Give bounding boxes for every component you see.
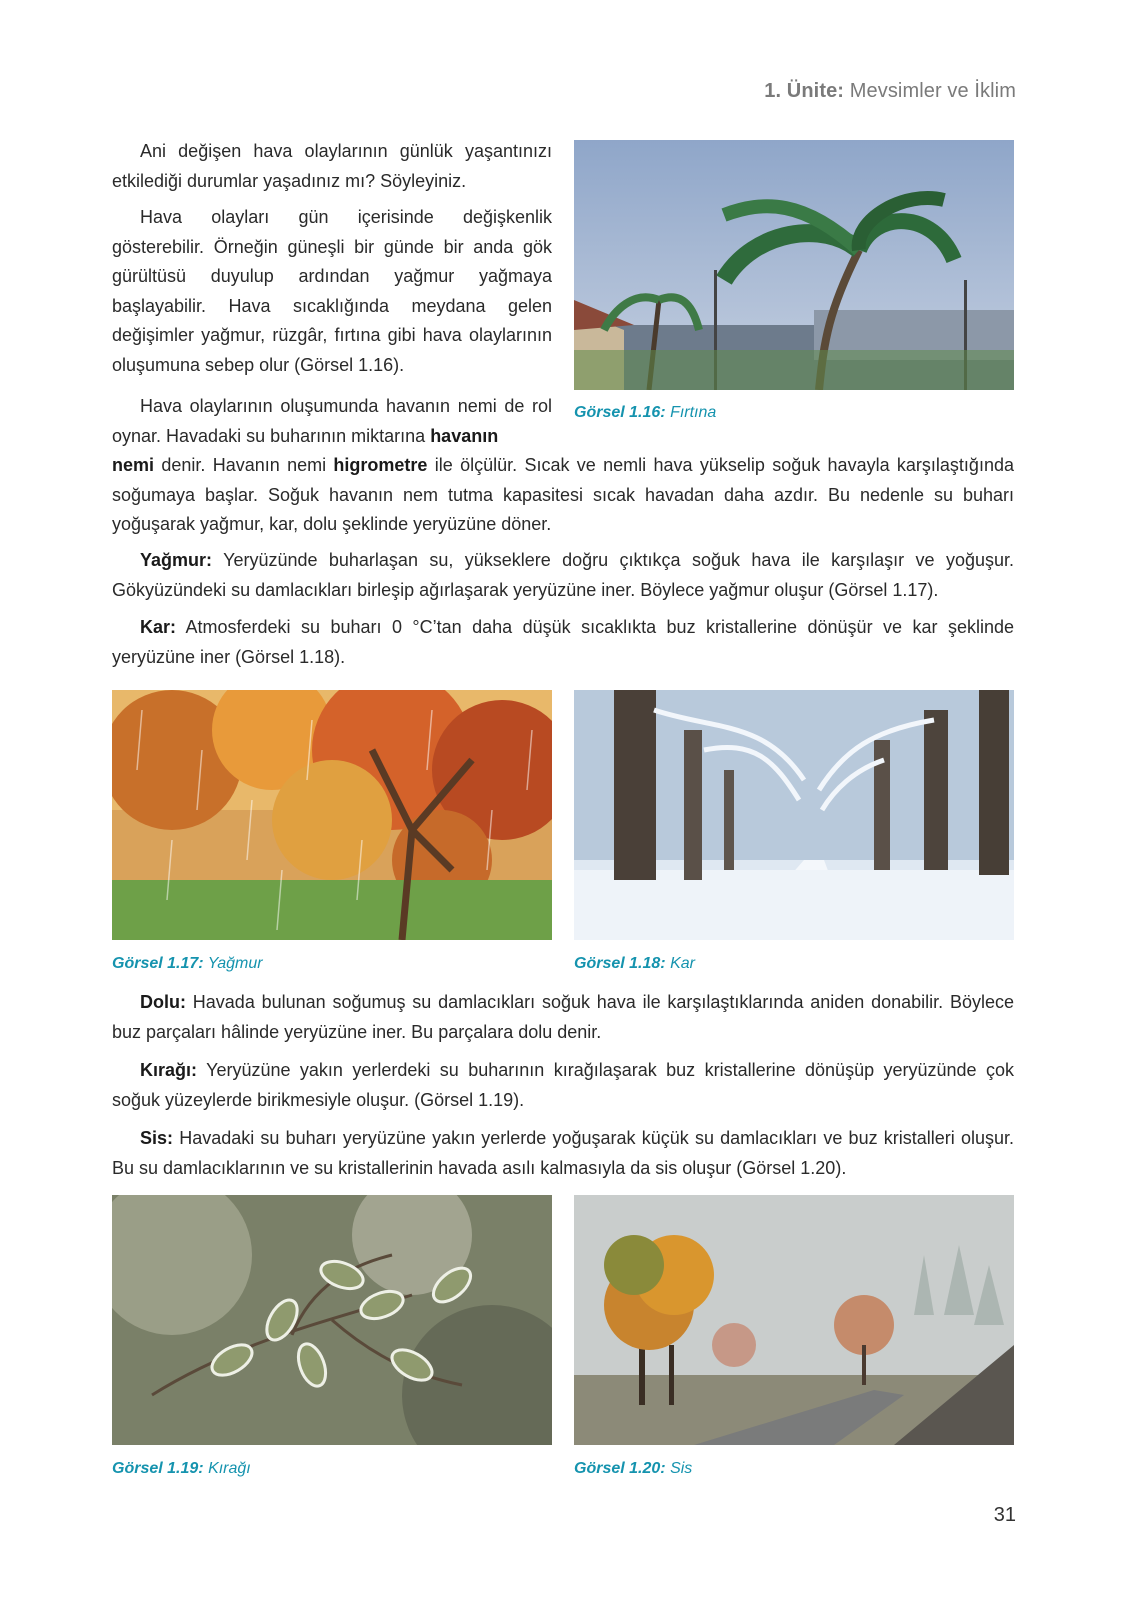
caption-snow-number: Görsel 1.18: (574, 955, 666, 972)
humidity-text-a: Hava olaylarının oluşumunda havanın nemi de rol oynar. Havadaki su buharının miktarına (112, 396, 552, 446)
humidity-term-part2: nemi (112, 455, 155, 475)
humidity-term-part1: havanın (430, 425, 499, 446)
caption-fog-label: Sis (670, 1460, 693, 1477)
paragraph-humidity-start (112, 392, 552, 451)
caption-frost-label: Kırağı (208, 1460, 251, 1477)
caption-storm (574, 404, 716, 422)
caption-rain-number: Görsel 1.17: (112, 955, 204, 972)
storm-photo (574, 140, 1014, 390)
rain-term: Yağmur: (140, 550, 213, 570)
paragraph-frost (112, 1056, 1014, 1115)
caption-snow-label: Kar (670, 955, 695, 972)
fog-term: Sis: (140, 1128, 174, 1148)
unit-number: 1. Ünite: (764, 80, 845, 102)
caption-frost (112, 1460, 251, 1478)
paragraph-humidity-cont (112, 451, 1014, 540)
hail-text: Havada bulunan soğumuş su damlacıkları soğuk hava ile karşılaştıklarında aniden donabilir. Böylece buz parçaları hâlinde yeryüzüne iner. Bu parçalara dolu denir. (112, 992, 1014, 1042)
unit-header (764, 80, 1016, 103)
caption-rain (112, 955, 263, 973)
page-number: 31 (993, 1504, 1016, 1526)
paragraph-hail (112, 988, 1014, 1047)
fog-photo (574, 1195, 1014, 1445)
caption-storm-number: Görsel 1.16: (574, 404, 666, 421)
caption-snow (574, 955, 695, 973)
humidity-text-f: ile ölçülür. Sıcak ve nemli hava yükselip soğuk havayla karşılaştığında soğumaya başlar. Soğuk havanın nem tutma kapasitesi sıcak havadan daha azdır. Bu nedenle su buharı yoğuşarak yağmur, kar, dolu şeklinde yeryüzüne döner. (112, 455, 1014, 534)
caption-fog (574, 1460, 692, 1478)
caption-frost-number: Görsel 1.19: (112, 1460, 204, 1477)
rain-photo (112, 690, 552, 940)
paragraph-intro-question: Ani değişen hava olaylarının günlük yaşantınızı etkilediği durumlar yaşadınız mı? Söyleyiniz. (112, 141, 552, 191)
humidity-text-d: denir. Havanın nemi (161, 455, 327, 475)
rain-text: Yeryüzünde buharlaşan su, yükseklere doğru çıktıkça soğuk hava ile karşılaşır ve yoğuşur. Gökyüzündeki su damlacıkları birleşip ağırlaşarak yeryüzüne iner. Böylece yağmur oluşur (Görsel 1.17). (112, 550, 1014, 600)
caption-storm-label: Fırtına (670, 404, 717, 421)
caption-rain-label: Yağmur (207, 955, 263, 972)
snow-term: Kar: (140, 617, 177, 637)
frost-text: Yeryüzüne yakın yerlerdeki su buharının kırağılaşarak buz kristallerine dönüşüp yeryüzünde çok soğuk yüzeylerde birikmesiyle oluşur. (Görsel 1.19). (112, 1060, 1014, 1110)
paragraph-weather-variability: Hava olayları gün içerisinde değişkenlik gösterebilir. Örneğin güneşli bir günde bir anda gök gürültüsü duyulup ardından yağmur yağmaya başlayabilir. Hava sıcaklığında meydana gelen değişimler yağmur, rüzgâr, fırtına gibi hava olaylarının oluşumuna sebep olur (Görsel 1.16). (112, 207, 552, 375)
frost-term: Kırağı: (140, 1060, 198, 1080)
hygrometer-term: higrometre (333, 455, 428, 475)
snow-photo (574, 690, 1014, 940)
paragraph-snow (112, 613, 1014, 672)
unit-title: Mevsimler ve İklim (849, 80, 1016, 102)
caption-fog-number: Görsel 1.20: (574, 1460, 666, 1477)
paragraph-fog (112, 1124, 1014, 1183)
paragraph-rain (112, 546, 1014, 605)
snow-text: Atmosferdeki su buharı 0 °C’tan daha düşük sıcaklıkta buz kristallerine dönüşür ve kar şeklinde yeryüzüne iner (Görsel 1.18). (112, 617, 1014, 667)
frost-photo (112, 1195, 552, 1445)
fog-text: Havadaki su buharı yeryüzüne yakın yerlerde yoğuşarak küçük su damlacıkları ve buz kristalleri oluşur. Bu su damlacıklarının ve su kristallerinin havada asılı kalmasıyla da sis oluşur (Görsel 1.20). (112, 1128, 1014, 1178)
hail-term: Dolu: (140, 992, 186, 1012)
